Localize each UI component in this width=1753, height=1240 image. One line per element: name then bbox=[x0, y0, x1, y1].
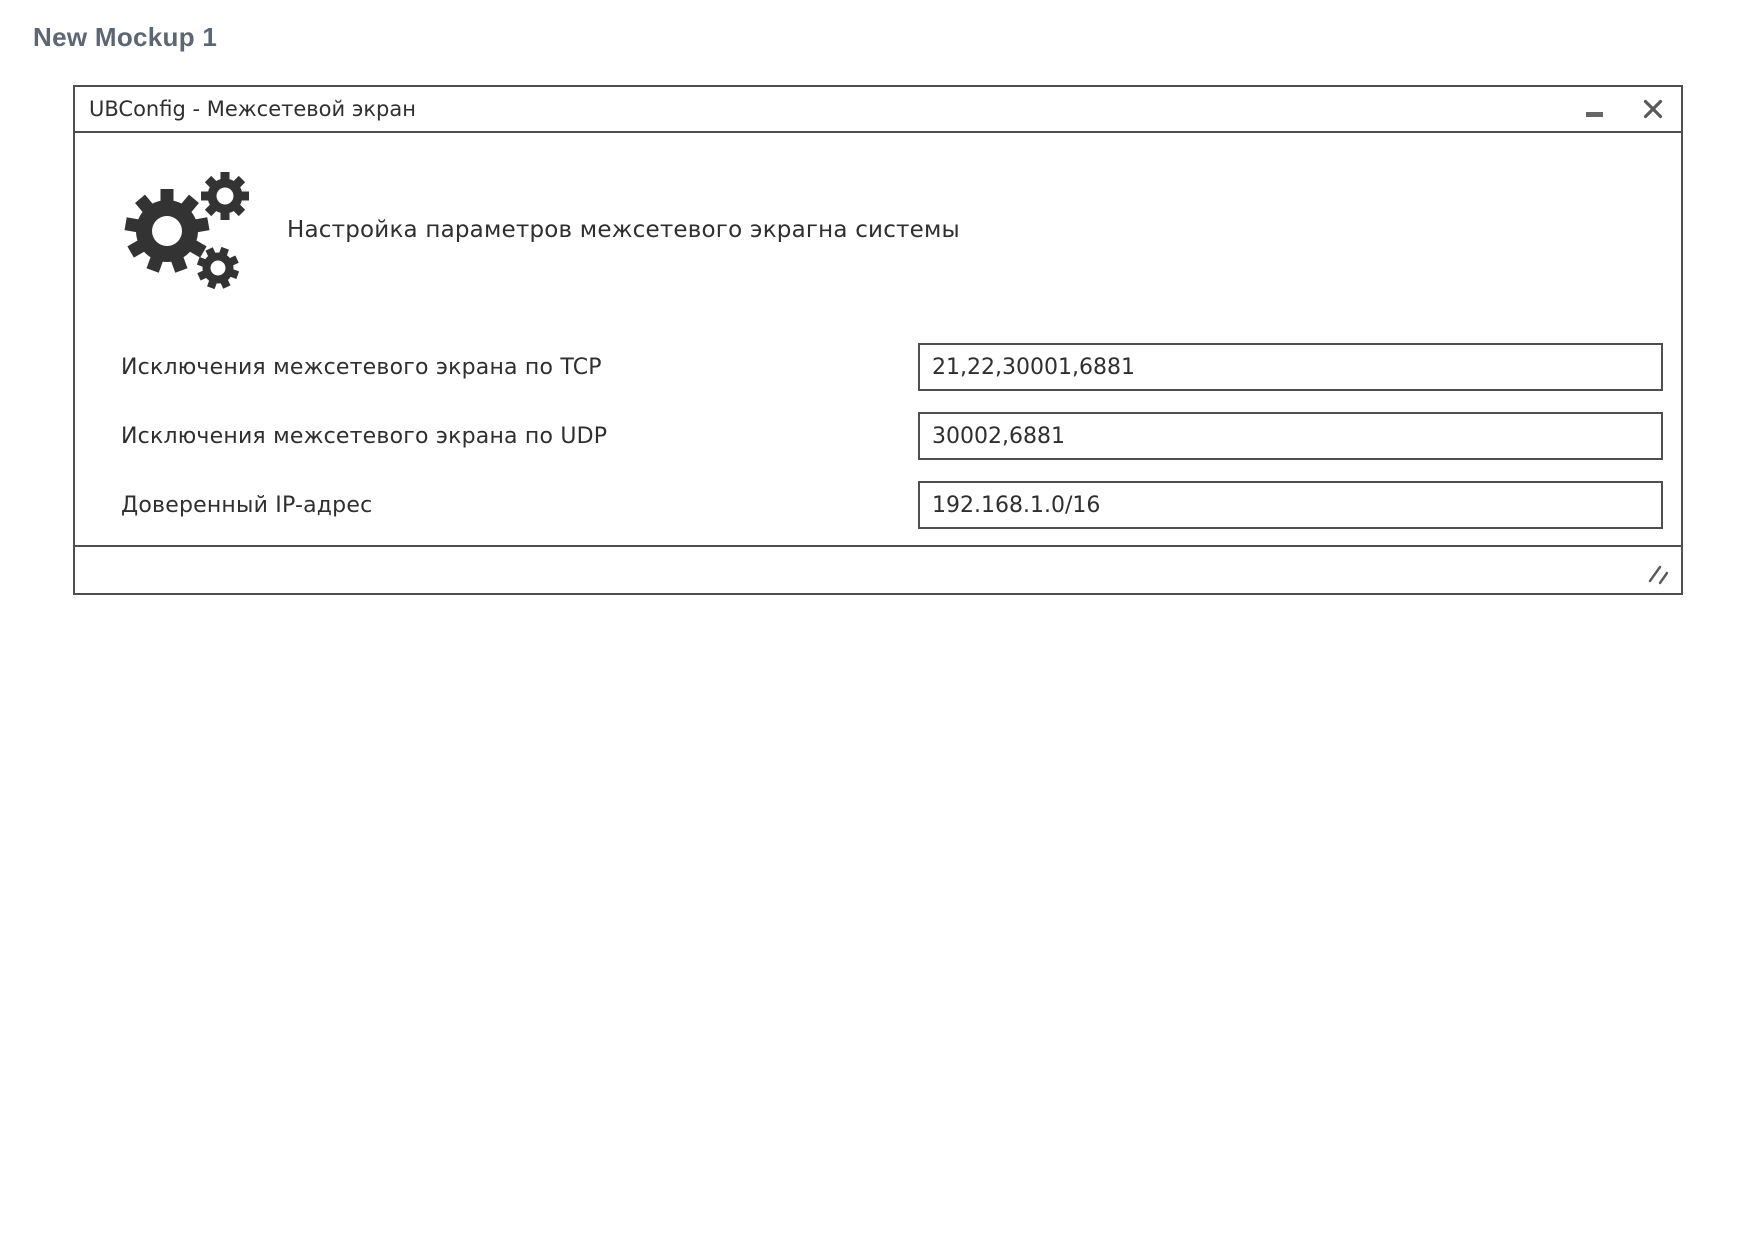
tcp-exceptions-input[interactable] bbox=[918, 343, 1663, 391]
udp-exceptions-label: Исключения межсетевого экрана по UDP bbox=[121, 423, 608, 449]
close-icon[interactable] bbox=[1643, 99, 1663, 119]
hero-section bbox=[121, 169, 1663, 291]
tcp-exceptions-label: Исключения межсетевого экрана по TCP bbox=[121, 354, 602, 380]
field-row-trusted-ip bbox=[121, 481, 1663, 529]
trusted-ip-input[interactable] bbox=[918, 481, 1663, 529]
field-rows bbox=[121, 343, 1663, 529]
window-title: UBConfig - Межсетевой экран bbox=[89, 97, 416, 121]
ubconfig-window bbox=[73, 85, 1683, 595]
minimize-icon[interactable] bbox=[1586, 112, 1603, 117]
field-row-tcp-exceptions bbox=[121, 343, 1663, 391]
page-title: New Mockup 1 bbox=[33, 22, 218, 52]
trusted-ip-label: Доверенный IP-адрес bbox=[121, 492, 373, 518]
window-content bbox=[75, 133, 1681, 545]
field-row-udp-exceptions bbox=[121, 412, 1663, 460]
window-statusbar bbox=[75, 545, 1681, 593]
window-titlebar bbox=[75, 87, 1681, 133]
window-description: Настройка параметров межсетевого экрагна системы bbox=[287, 217, 960, 243]
resize-grip-icon[interactable] bbox=[1647, 562, 1671, 586]
udp-exceptions-input[interactable] bbox=[918, 412, 1663, 460]
window-controls bbox=[1586, 99, 1663, 119]
gears-icon bbox=[121, 169, 253, 291]
